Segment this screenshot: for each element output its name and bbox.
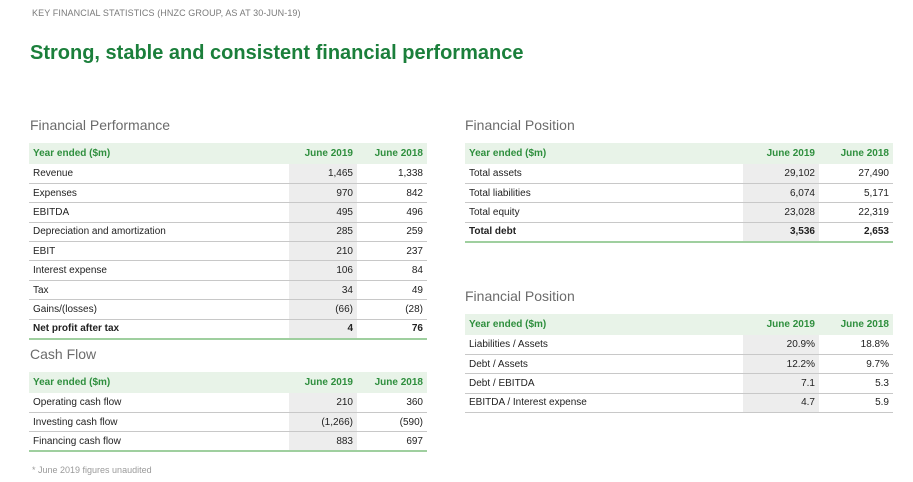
value-2019: 1,465 xyxy=(289,164,357,183)
value-2018: 360 xyxy=(357,393,427,412)
column-header: Year ended ($m) xyxy=(465,143,743,164)
value-2019: 4 xyxy=(289,319,357,338)
value-2019: (1,266) xyxy=(289,412,357,431)
row-label: EBITDA / Interest expense xyxy=(465,393,743,412)
value-2018: 18.8% xyxy=(819,335,893,354)
column-header: June 2018 xyxy=(357,372,427,393)
table-row xyxy=(29,242,427,261)
value-2018: 9.7% xyxy=(819,354,893,373)
table-row xyxy=(29,261,427,280)
value-2019: 34 xyxy=(289,280,357,299)
table-row-total xyxy=(465,222,893,241)
value-2018: 5.3 xyxy=(819,374,893,393)
footnote: * June 2019 figures unaudited xyxy=(32,465,152,475)
row-label: Net profit after tax xyxy=(29,319,289,338)
table-row xyxy=(29,222,427,241)
value-2019: 883 xyxy=(289,432,357,451)
row-label: EBITDA xyxy=(29,203,289,222)
page-title: Strong, stable and consistent financial performance xyxy=(30,42,524,64)
value-2019: 495 xyxy=(289,203,357,222)
column-header: Year ended ($m) xyxy=(465,314,743,335)
value-2019: 210 xyxy=(289,393,357,412)
row-label: Expenses xyxy=(29,183,289,202)
value-2019: 7.1 xyxy=(743,374,819,393)
row-label: Interest expense xyxy=(29,261,289,280)
value-2019: 106 xyxy=(289,261,357,280)
row-label: Liabilities / Assets xyxy=(465,335,743,354)
row-label: Revenue xyxy=(29,164,289,183)
value-2019: 6,074 xyxy=(743,183,819,202)
value-2018: 496 xyxy=(357,203,427,222)
table-row xyxy=(29,300,427,319)
financial-ratios-table xyxy=(465,314,893,413)
financial-performance-table xyxy=(29,143,427,340)
row-label: Investing cash flow xyxy=(29,412,289,431)
value-2018: 22,319 xyxy=(819,203,893,222)
value-2019: 3,536 xyxy=(743,222,819,241)
value-2019: 970 xyxy=(289,183,357,202)
table-row xyxy=(465,164,893,183)
value-2018: 237 xyxy=(357,242,427,261)
column-header: June 2018 xyxy=(819,143,893,164)
table-row xyxy=(465,374,893,393)
row-label: Depreciation and amortization xyxy=(29,222,289,241)
financial-performance-title: Financial Performance xyxy=(30,117,171,133)
table-row xyxy=(465,203,893,222)
value-2019: (66) xyxy=(289,300,357,319)
table-row xyxy=(29,203,427,222)
value-2018: 27,490 xyxy=(819,164,893,183)
table-row xyxy=(465,183,893,202)
table-row xyxy=(465,335,893,354)
value-2018: 2,653 xyxy=(819,222,893,241)
value-2019: 29,102 xyxy=(743,164,819,183)
table-header-row xyxy=(465,314,893,335)
table-row xyxy=(29,393,427,412)
column-header: June 2019 xyxy=(743,314,819,335)
value-2019: 20.9% xyxy=(743,335,819,354)
column-header: June 2019 xyxy=(289,143,357,164)
financial-position-title: Financial Position xyxy=(465,117,575,133)
financial-ratios-title: Financial Position xyxy=(465,288,575,304)
table-row xyxy=(29,183,427,202)
table-row-total xyxy=(29,319,427,338)
cash-flow-title: Cash Flow xyxy=(30,346,97,362)
table-row xyxy=(29,164,427,183)
table-row xyxy=(465,393,893,412)
cash-flow-table xyxy=(29,372,427,452)
column-header: Year ended ($m) xyxy=(29,143,289,164)
row-label: Debt / EBITDA xyxy=(465,374,743,393)
column-header: June 2018 xyxy=(819,314,893,335)
value-2018: 259 xyxy=(357,222,427,241)
table-row xyxy=(465,354,893,373)
value-2018: 697 xyxy=(357,432,427,451)
table-row xyxy=(29,280,427,299)
value-2018: 1,338 xyxy=(357,164,427,183)
value-2018: 49 xyxy=(357,280,427,299)
table-header-row xyxy=(29,372,427,393)
value-2018: (28) xyxy=(357,300,427,319)
value-2018: 842 xyxy=(357,183,427,202)
financial-position-table xyxy=(465,143,893,243)
row-label: Total debt xyxy=(465,222,743,241)
row-label: EBIT xyxy=(29,242,289,261)
column-header: Year ended ($m) xyxy=(29,372,289,393)
row-label: Operating cash flow xyxy=(29,393,289,412)
value-2018: 5.9 xyxy=(819,393,893,412)
value-2018: (590) xyxy=(357,412,427,431)
column-header: June 2019 xyxy=(743,143,819,164)
row-label: Gains/(losses) xyxy=(29,300,289,319)
table-header-row xyxy=(29,143,427,164)
value-2019: 285 xyxy=(289,222,357,241)
column-header: June 2019 xyxy=(289,372,357,393)
value-2018: 5,171 xyxy=(819,183,893,202)
column-header: June 2018 xyxy=(357,143,427,164)
report-topline: KEY FINANCIAL STATISTICS (HNZC GROUP, AS AT 30-JUN-19) xyxy=(32,8,301,18)
row-label: Total equity xyxy=(465,203,743,222)
table-row xyxy=(29,412,427,431)
row-label: Debt / Assets xyxy=(465,354,743,373)
value-2019: 12.2% xyxy=(743,354,819,373)
value-2019: 210 xyxy=(289,242,357,261)
value-2018: 84 xyxy=(357,261,427,280)
row-label: Financing cash flow xyxy=(29,432,289,451)
table-row xyxy=(29,432,427,451)
row-label: Total liabilities xyxy=(465,183,743,202)
table-header-row xyxy=(465,143,893,164)
row-label: Total assets xyxy=(465,164,743,183)
value-2019: 23,028 xyxy=(743,203,819,222)
row-label: Tax xyxy=(29,280,289,299)
value-2018: 76 xyxy=(357,319,427,338)
value-2019: 4.7 xyxy=(743,393,819,412)
